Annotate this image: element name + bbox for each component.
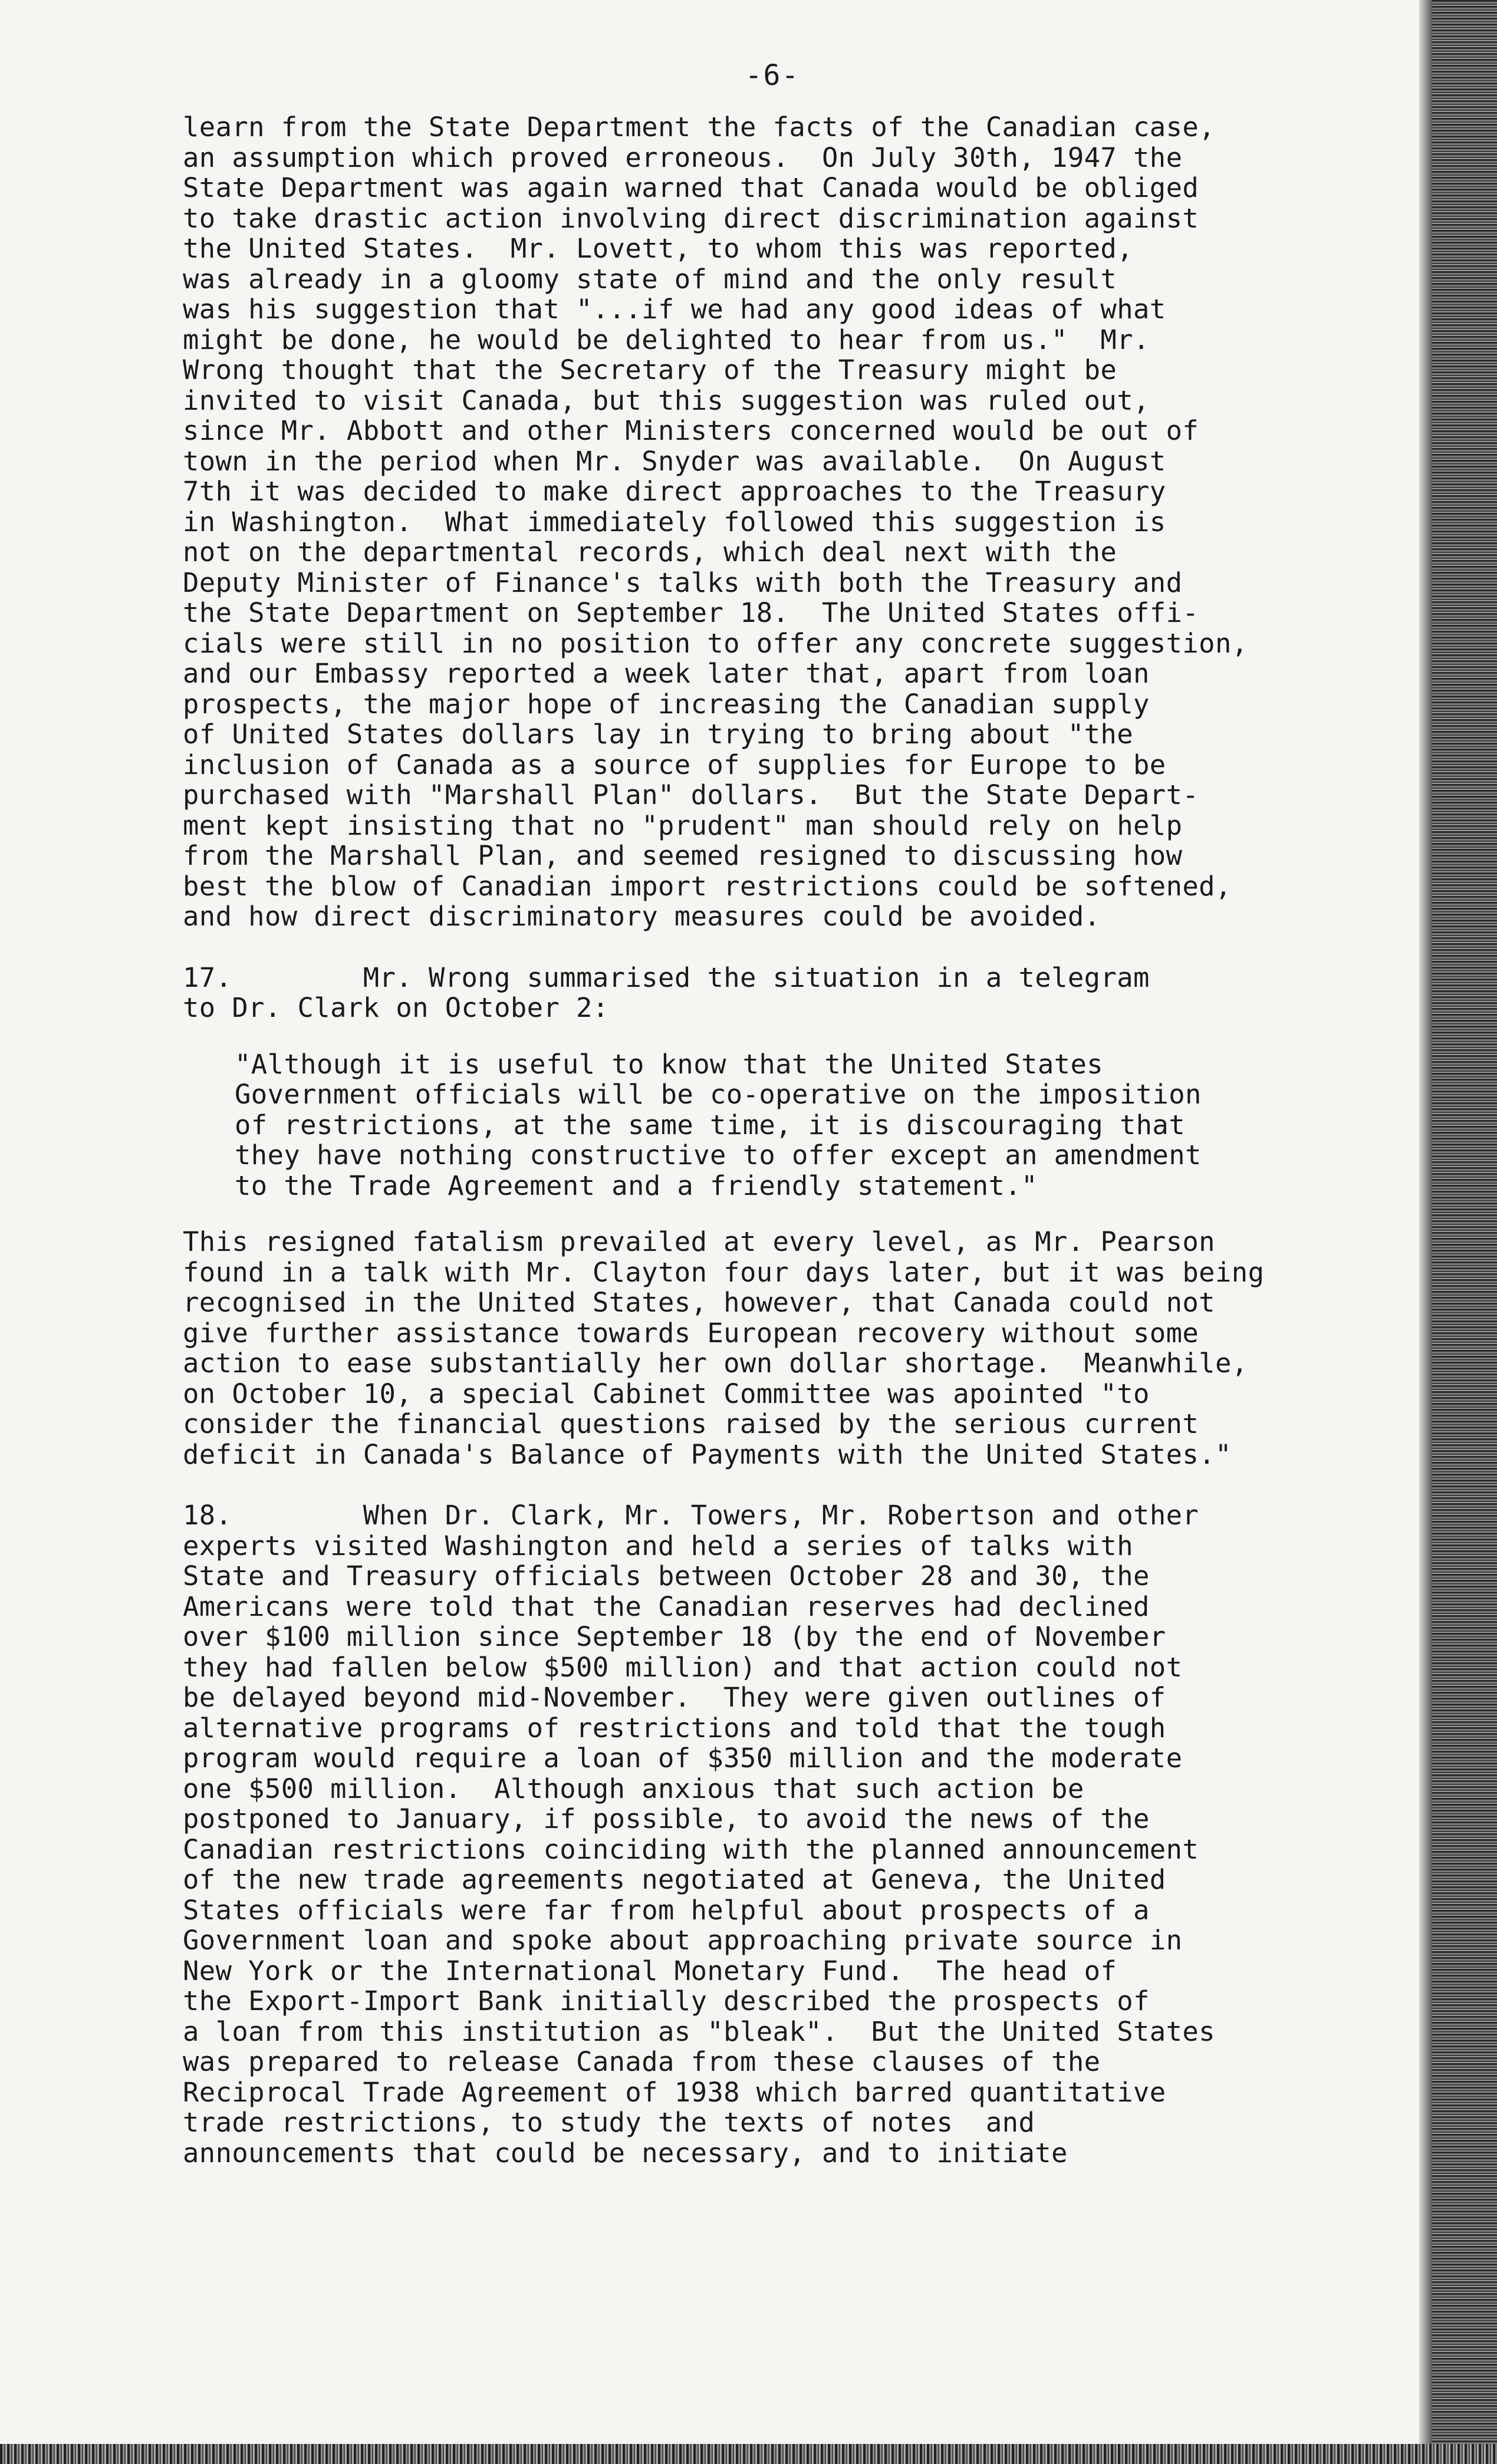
quote-line: of restrictions, at the same time, it is discouraging that	[235, 1109, 1186, 1141]
quote-line: to the Trade Agreement and a friendly statement."	[235, 1170, 1038, 1201]
continuation-paragraph	[183, 112, 1362, 932]
continuation-line: the State Department on September 18. The United States offi-	[183, 597, 1199, 628]
paragraph-17	[183, 963, 1362, 1470]
paragraph-17-line: This resigned fatalism prevailed at every level, as Mr. Pearson	[183, 1226, 1215, 1257]
paragraph-17-continued	[183, 1227, 1362, 1470]
paragraph-17-line: consider the financial questions raised by the serious current	[183, 1408, 1199, 1439]
continuation-line: town in the period when Mr. Snyder was available. On August	[183, 445, 1166, 477]
paragraph-17-line: found in a talk with Mr. Clayton four days later, but it was being	[183, 1256, 1265, 1288]
continuation-line: from the Marshall Plan, and seemed resigned to discussing how	[183, 840, 1183, 871]
continuation-line: State Department was again warned that Canada would be obliged	[183, 172, 1199, 203]
quote-line: Government officials will be co-operative on the imposition	[235, 1079, 1202, 1110]
continuation-line: Deputy Minister of Finance's talks with both the Treasury and	[183, 566, 1183, 598]
paragraph-18-line: be delayed beyond mid-November. They were given outlines of	[183, 1682, 1166, 1713]
continuation-line: in Washington. What immediately followed this suggestion is	[183, 506, 1166, 538]
continuation-line: purchased with "Marshall Plan" dollars. But the State Depart-	[183, 779, 1199, 811]
continuation-line: since Mr. Abbott and other Ministers concerned would be out of	[183, 415, 1199, 446]
paragraph-17-line: deficit in Canada's Balance of Payments with the United States."	[183, 1438, 1232, 1470]
paragraph-18-line: States officials were far from helpful about prospects of a	[183, 1894, 1150, 1926]
continuation-line: the United States. Mr. Lovett, to whom this was reported,	[183, 233, 1134, 264]
paragraph-18-number: 18.	[183, 1500, 232, 1531]
telegram-quote	[183, 1049, 1362, 1201]
paragraph-17-number: 17.	[183, 961, 232, 993]
paragraph-18-line: trade restrictions, to study the texts of notes and	[183, 2107, 1035, 2138]
paragraph-18	[183, 1500, 1362, 2168]
continuation-line: cials were still in no position to offer any concrete suggestion,	[183, 627, 1248, 659]
paragraph-17-line: on October 10, a special Cabinet Committee was apointed "to	[183, 1378, 1150, 1409]
paragraph-18-line: Reciprocal Trade Agreement of 1938 which barred quantitative	[183, 2076, 1166, 2108]
continuation-line: best the blow of Canadian import restrictions could be softened,	[183, 870, 1232, 902]
paragraph-18-line: over $100 million since September 18 (by the end of November	[183, 1621, 1166, 1652]
paragraph-17-line: recognised in the United States, however, that Canada could not	[183, 1287, 1215, 1318]
continuation-line: not on the departmental records, which deal next with the	[183, 536, 1117, 568]
continuation-line: invited to visit Canada, but this suggestion was ruled out,	[183, 384, 1150, 416]
paragraph-18-line: experts visited Washington and held a series of talks with	[183, 1530, 1134, 1562]
paragraph-17-first-line	[183, 963, 1362, 993]
continuation-line: of United States dollars lay in trying to bring about "the	[183, 719, 1134, 750]
quote-line: "Although it is useful to know that the United States	[235, 1048, 1104, 1080]
paragraph-17-line: action to ease substantially her own dollar shortage. Meanwhile,	[183, 1348, 1248, 1379]
paragraph-18-first-line	[183, 1500, 1362, 1531]
paragraph-18-line: New York or the International Monetary Fund. The head of	[183, 1955, 1117, 1987]
continuation-line: inclusion of Canada as a source of supplies for Europe to be	[183, 749, 1166, 780]
continuation-line: and our Embassy reported a week later that, apart from loan	[183, 658, 1150, 689]
paragraph-18-line: State and Treasury officials between October 28 and 30, the	[183, 1560, 1150, 1592]
paragraph-18-line: of the new trade agreements negotiated at Geneva, the United	[183, 1864, 1166, 1895]
continuation-line: prospects, the major hope of increasing the Canadian supply	[183, 688, 1150, 720]
paragraph-18-body	[183, 1531, 1362, 2169]
paragraph-17-line-2: to Dr. Clark on October 2:	[183, 992, 609, 1023]
page-content	[183, 59, 1362, 2168]
binding-edge-right	[1432, 0, 1497, 2464]
continuation-line: to take drastic action involving direct discrimination against	[183, 202, 1199, 234]
continuation-line: was his suggestion that "...if we had any good ideas of what	[183, 294, 1166, 325]
paragraph-18-line: Americans were told that the Canadian reserves had declined	[183, 1590, 1150, 1622]
paragraph-18-line: they had fallen below $500 million) and that action could not	[183, 1651, 1183, 1683]
continuation-line: ment kept insisting that no "prudent" man should rely on help	[183, 809, 1183, 841]
continuation-line: and how direct discriminatory measures could be avoided.	[183, 901, 1101, 932]
continuation-line: an assumption which proved erroneous. On July 30th, 1947 the	[183, 141, 1183, 173]
paragraph-18-line: announcements that could be necessary, and to initiate	[183, 2137, 1068, 2169]
binding-shadow	[1419, 0, 1432, 2464]
paragraph-18-line: one $500 million. Although anxious that such action be	[183, 1773, 1084, 1804]
paragraph-18-line: program would require a loan of $350 million and the moderate	[183, 1742, 1183, 1774]
paragraph-18-line: alternative programs of restrictions and told that the tough	[183, 1712, 1166, 1744]
continuation-line: learn from the State Department the facts of the Canadian case,	[183, 111, 1215, 143]
continuation-line: might be done, he would be delighted to hear from us." Mr.	[183, 324, 1150, 355]
paragraph-17-line: give further assistance towards European recovery without some	[183, 1317, 1199, 1349]
paragraph-18-line: postponed to January, if possible, to avoid the news of the	[183, 1803, 1150, 1834]
paragraph-18-line: the Export-Import Bank initially described the prospects of	[183, 1985, 1150, 2017]
page-number: -6-	[745, 59, 800, 92]
quote-line: they have nothing constructive to offer except an amendment	[235, 1139, 1202, 1171]
paragraph-18-line: a loan from this institution as "bleak". But the United States	[183, 2015, 1215, 2047]
paragraph-18-line-1: When Dr. Clark, Mr. Towers, Mr. Robertson and other	[363, 1500, 1199, 1531]
paragraph-18-line: was prepared to release Canada from these clauses of the	[183, 2046, 1101, 2077]
continuation-line: Wrong thought that the Secretary of the Treasury might be	[183, 354, 1117, 386]
binding-edge-bottom	[0, 2444, 1497, 2464]
paragraph-17-line-1: Mr. Wrong summarised the situation in a telegram	[363, 961, 1150, 993]
continuation-line: was already in a gloomy state of mind and the only result	[183, 263, 1117, 295]
paragraph-18-line: Canadian restrictions coinciding with the planned announcement	[183, 1833, 1199, 1865]
continuation-line: 7th it was decided to make direct approaches to the Treasury	[183, 476, 1166, 507]
paragraph-18-line: Government loan and spoke about approaching private source in	[183, 1925, 1183, 1956]
